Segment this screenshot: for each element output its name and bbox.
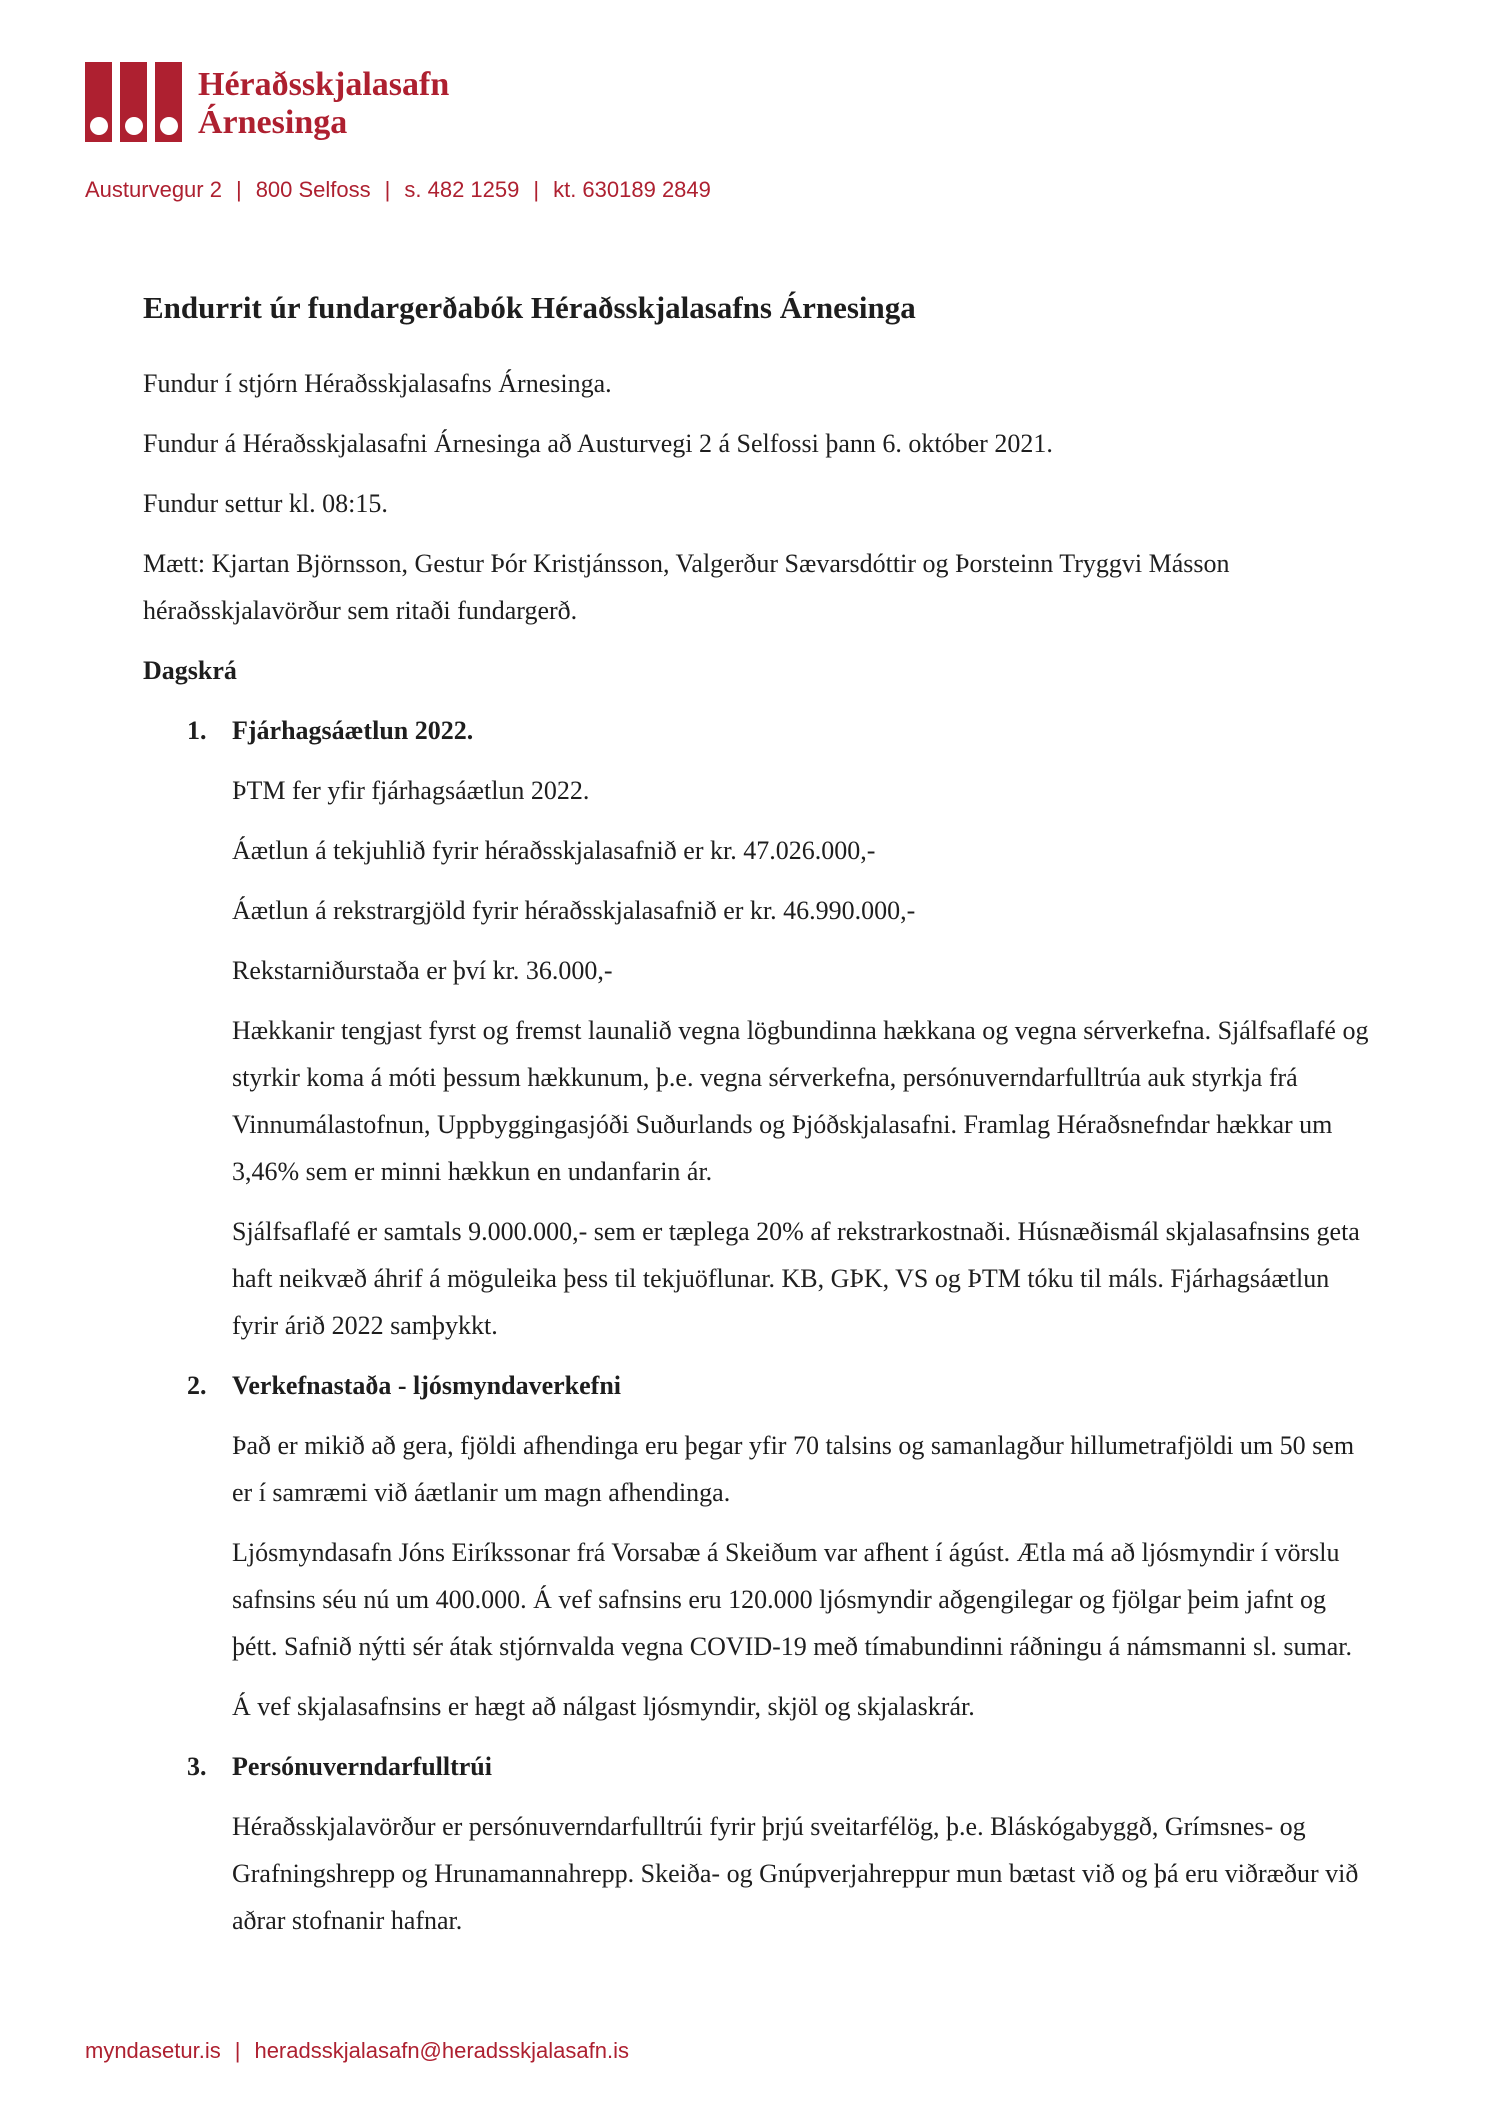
agenda-item-paragraph: Ljósmyndasafn Jóns Eiríkssonar frá Vorsabæ á Skeiðum var afhent í ágúst. Ætla má að ljósmyndir í vörslu safnsins séu nú um 400.000. Á vef safnsins eru 120.000 ljósmyndir aðgengilegar og fjölgar þeim jafnt og þétt. Safnið nýtti sér átak stjórnvalda vegna COVID-19 með tímabundinni ráðningu á námsmanni sl. sumar. — [232, 1538, 1352, 1661]
document-body — [143, 286, 1371, 1957]
org-name-line1: Héraðsskjalasafn — [198, 66, 450, 103]
binder-dot-icon — [90, 117, 108, 135]
footer-website: myndasetur.is — [85, 2038, 221, 2063]
agenda-item-title-row — [143, 707, 1371, 754]
agenda-item — [143, 707, 1371, 1349]
binder-dot-icon — [160, 117, 178, 135]
agenda-item-paragraph: ÞTM fer yfir fjárhagsáætlun 2022. — [232, 776, 590, 805]
agenda-list — [143, 707, 1371, 1944]
agenda-item-paragraph: Hækkanir tengjast fyrst og fremst launalið vegna lögbundinna hækkana og vegna sérverkefna. Sjálfsaflafé og styrkir koma á móti þessum hækkunum, þ.e. vegna sérverkefna, persónuverndarfulltrúa auk styrkja frá Vinnumálastofnun, Uppbyggingasjóði Suðurlands og Þjóðskjalasafni. Framlag Héraðsnefndar hækkar um 3,46% sem er minni hækkun en undanfarin ár. — [232, 1016, 1369, 1186]
binder-bar-icon — [85, 62, 112, 142]
org-name-line2: Árnesinga — [198, 104, 348, 141]
agenda-item-paragraph: Rekstarniðurstaða er því kr. 36.000,- — [232, 956, 613, 985]
contact-separator: | — [384, 177, 391, 202]
contact-postal: 800 Selfoss — [255, 177, 371, 202]
contact-kennitala: kt. 630189 2849 — [553, 177, 711, 202]
binder-dot-icon — [125, 117, 143, 135]
agenda-item-title-row — [143, 1362, 1371, 1409]
agenda-item-paragraph: Áætlun á tekjuhlið fyrir héraðsskjalasafnið er kr. 47.026.000,- — [232, 836, 876, 865]
agenda-item-paragraph: Héraðsskjalavörður er persónuverndarfulltrúi fyrir þrjú sveitarfélög, þ.e. Bláskógabyggð, Grímsnes- og Grafningshrepp og Hrunamannahrepp. Skeiða- og Gnúpverjahreppur mun bætast við og þá eru viðræður við aðrar stofnanir hafnar. — [232, 1812, 1359, 1935]
agenda-item-paragraph: Á vef skjalasafnsins er hægt að nálgast ljósmyndir, skjöl og skjalaskrár. — [232, 1692, 975, 1721]
agenda-heading: Dagskrá — [143, 656, 237, 685]
binder-bar-icon — [120, 62, 147, 142]
archive-binders-logo-icon — [85, 62, 182, 142]
agenda-item-paragraph: Sjálfsaflafé er samtals 9.000.000,- sem er tæplega 20% af rekstrarkostnaði. Húsnæðismál skjalasafnsins geta haft neikvæð áhrif á möguleika þess til tekjuöflunar. KB, GÞK, VS og ÞTM tóku til máls. Fjárhagsáætlun fyrir árið 2022 samþykkt. — [232, 1217, 1360, 1340]
agenda-item-number: 2. — [187, 1371, 207, 1400]
intro-paragraph: Fundur í stjórn Héraðsskjalasafns Árnesinga. — [143, 369, 612, 398]
contact-phone: s. 482 1259 — [404, 177, 520, 202]
contact-address: Austurvegur 2 — [85, 177, 222, 202]
agenda-item-title: Verkefnastaða - ljósmyndaverkefni — [232, 1371, 622, 1400]
document-title: Endurrit úr fundargerðabók Héraðsskjalasafns Árnesinga — [143, 290, 916, 325]
agenda-item — [143, 1362, 1371, 1730]
agenda-item-paragraph: Það er mikið að gera, fjöldi afhendinga eru þegar yfir 70 talsins og samanlagður hillumetrafjöldi um 50 sem er í samræmi við áætlanir um magn afhendinga. — [232, 1431, 1355, 1507]
intro-paragraph: Fundur settur kl. 08:15. — [143, 489, 388, 518]
agenda-item-number: 1. — [187, 716, 207, 745]
contact-line — [85, 178, 711, 202]
agenda-item-title-row — [143, 1743, 1371, 1790]
footer-separator: | — [234, 2038, 241, 2063]
intro-paragraph: Fundur á Héraðsskjalasafni Árnesinga að Austurvegi 2 á Selfossi þann 6. október 2021. — [143, 429, 1053, 458]
agenda-item-title: Fjárhagsáætlun 2022. — [232, 716, 474, 745]
agenda-item-number: 3. — [187, 1752, 207, 1781]
page-footer — [85, 2038, 629, 2064]
agenda-item-paragraph: Áætlun á rekstrargjöld fyrir héraðsskjalasafnið er kr. 46.990.000,- — [232, 896, 916, 925]
letterhead — [85, 62, 711, 202]
contact-separator: | — [235, 177, 242, 202]
brand-row — [85, 62, 711, 142]
org-name — [198, 62, 449, 142]
agenda-item-title: Persónuverndarfulltrúi — [232, 1752, 492, 1781]
agenda-item — [143, 1743, 1371, 1944]
contact-separator: | — [533, 177, 540, 202]
footer-email: heradsskjalasafn@heradsskjalasafn.is — [254, 2038, 629, 2063]
intro-paragraph: Mætt: Kjartan Björnsson, Gestur Þór Kristjánsson, Valgerður Sævarsdóttir og Þorsteinn Tryggvi Másson héraðsskjalavörður sem ritaði fundargerð. — [143, 549, 1230, 625]
binder-bar-icon — [155, 62, 182, 142]
intro-paragraphs — [143, 360, 1371, 634]
